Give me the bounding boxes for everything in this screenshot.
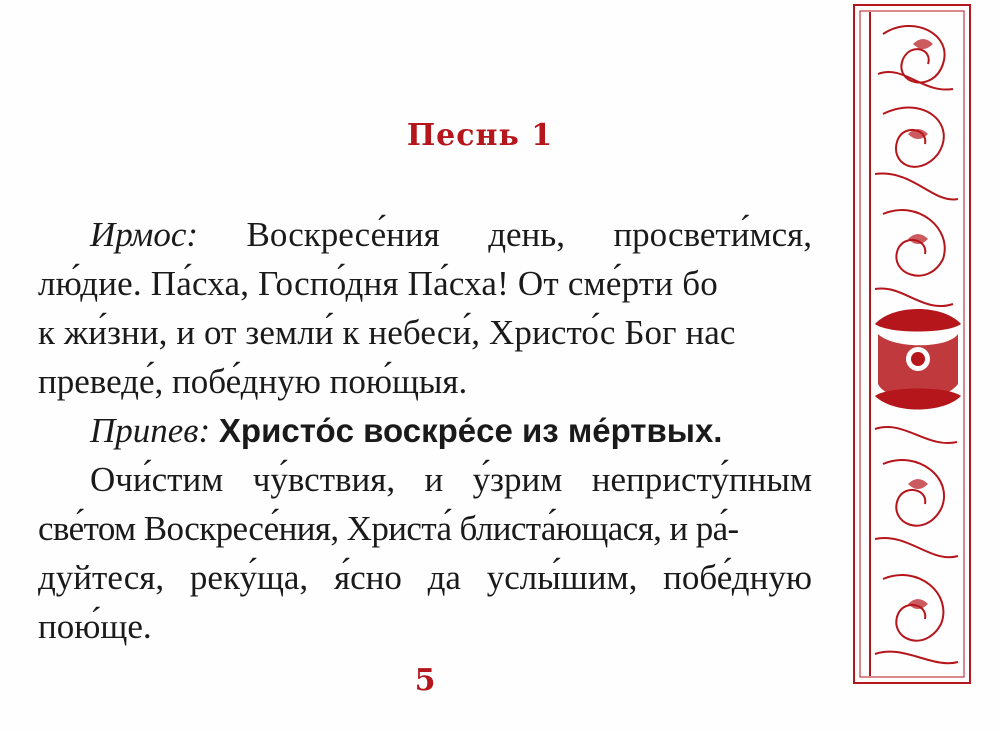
irmos-line-1: [38, 210, 812, 259]
troparion-line-3: [38, 553, 812, 602]
irmos-label: Ирмос:: [90, 215, 199, 254]
page-title: Песнь 1: [406, 118, 554, 153]
refrain-text: Христо́с воскре́се из ме́ртвых.: [218, 412, 723, 449]
troparion-line-2: све́том Воскресе́ния, Христа́ блиста́ющася, и ра́-: [38, 509, 739, 548]
text-word: побе́дную: [663, 558, 812, 597]
text-word: Очи́стим: [90, 460, 224, 499]
text-word: я́сно: [333, 558, 402, 597]
text-word: и: [424, 460, 444, 499]
irmos-line-2: лю́дие. Па́сха, Госпо́дня Па́сха! От сме́рти бо: [38, 264, 718, 303]
text-word: услы́шим,: [486, 558, 638, 597]
text-word: Воскресе́ния: [246, 215, 440, 254]
text-word: непристу́пным: [591, 460, 812, 499]
text-word: дуйтеся,: [38, 558, 165, 597]
irmos-line-4: преведе́, побе́дную пою́щыя.: [38, 362, 468, 401]
text-word: чу́вствия,: [252, 460, 396, 499]
text-word: у́зрим: [472, 460, 563, 499]
text-word: да: [427, 558, 461, 597]
refrain-line: [38, 406, 812, 455]
troparion-line-1: [38, 455, 812, 504]
refrain-label: Припев:: [90, 411, 211, 450]
troparion-line-4: пою́ще.: [38, 607, 152, 646]
text-body: [38, 210, 812, 651]
text-word: реку́ща,: [189, 558, 309, 597]
text-word: просвети́мся,: [613, 215, 812, 254]
red-floral-border-icon: [853, 4, 971, 684]
text-word: день,: [488, 215, 565, 254]
irmos-line-3: к жи́зни, и от земли́ к небеси́, Христо́с Бог нас: [38, 313, 736, 352]
page-number: 5: [414, 663, 436, 698]
